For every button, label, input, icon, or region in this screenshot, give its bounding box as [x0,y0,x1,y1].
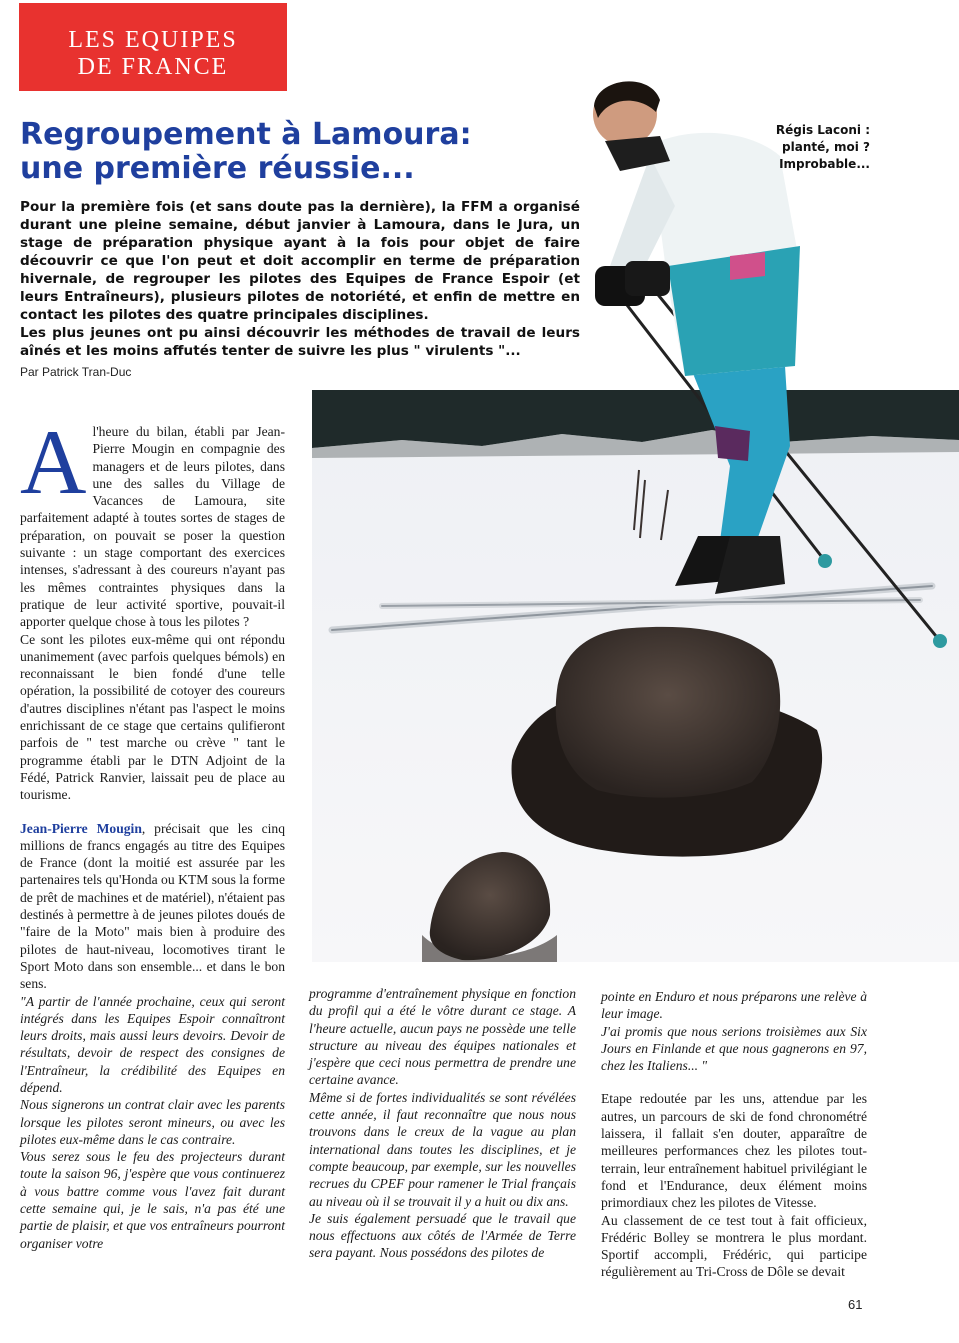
col1-p1-text: l'heure du bilan, établi par Jean-Pierre Mougin en compagnie des managers et de leurs pilotes, dans une des salles du Village de Vacances de Lamoura, site parfaitement adapté à toutes sortes de stages de préparation, on pouvait se poser la question suivante : un stage comportant des exercices intenses, s'adressant à des coureurs n'ayant pas les mêmes contraintes physiques dans la pratique de leur activité sportive, pouvait-il apporter quelque chose à tous les pilotes ? [20,424,285,630]
column-1 [20,411,285,1252]
col1-quote-3: Vous serez sous le feu des projecteurs durant toute la saison 96, j'espère que vous continuerez à vous battre comme vous l'avez fait durant cette semaine qui, je le sais, n'a pas été une partie de plaisir, et que vos entraîneurs pourront organiser votre [20,1149,285,1251]
col3-paragraph-1: Etape redoutée par les uns, attendue par les autres, un parcours de ski de fond chronométré laissera, il fallait s'en douter, apparaître de meilleures performances chez les pilotes tout-terrain, leur entraînement habituel privilégiant le fond et l'Endurance, deux élément moins primordiaux chez les pilotes de Vitesse. [601,1091,867,1211]
glove-2 [625,261,670,296]
article-headline [20,118,590,186]
col3-paragraph-2: Au classement de ce test tout à fait officieux, Frédéric Bolley se montrera le plus mordant. Sportif accompli, Frédéric, qui participe régulièrement au Tri-Cross de Dôle se devait [601,1212,867,1280]
page-number: 61 [848,1297,863,1312]
col1-quote-2: Nous signerons un contrat clair avec les parents lorsque les pilotes seront mineurs, ou avec les pilotes eux-même dans le cas contraire. [20,1097,285,1147]
col3-quote-2: J'ai promis que nous serions troisièmes aux Six Jours en Finlande et que nous gagnerons en 97, chez les Italiens... " [601,1023,867,1074]
col1-quote-1: "A partir de l'année prochaine, ceux qui seront intégrés dans les Equipes Espoir connaîtront leurs droits, mais aussi leurs devoirs. Devoir de résultats, devoir de respect des consignes de l'Entraîneur, la crédibilité des Equipes en dépend. [20,993,285,1095]
section-banner [19,3,287,91]
col2-paragraph-2: Même si de fortes individualités se sont révélées cette année, il faut reconnaître que nous nous trouvons dans le creux de la vague au plan international dans toutes les disciplines, et je compte beaucoup, par exemple, sur les nouvelles recrues du CPEF pour ramener le Trial français au niveau où il se trouvait il y a huit ou dix ans. [309,1089,576,1209]
photo-caption [770,122,870,173]
skier-figure [580,66,950,666]
col1-paragraph-2: Ce sont les pilotes eux-même qui ont répondu unanimement (avec parfois quelques bémols) en reconnaissant le bien fondé d'une telle opération, la possibilité de cotoyer des coureurs d'autres disciplines n'étant pas l'aspect le moins enrichissant de ce stage que certains qulifieront parfois de " test marche ou crève " tant le programme établi par le DTN Adjoint de la Fédé, Patrick Ranvier, laissait peu de place au tourisme. [20,631,285,803]
byline: Par Patrick Tran-Duc [20,365,132,379]
headline-line1: Regroupement à Lamoura: [20,117,472,152]
person-name-mougin: Jean-Pierre Mougin [20,820,142,836]
lead-paragraph-1: Pour la première fois (et sans doute pas la dernière), la FFM a organisé durant une pleine semaine, début janvier à Lamoura, dans le Jura, un stage de préparation physique ayant à la fois pour objet de faire découvrir ce que l'on peut et doit accomplir en terme de préparation hivernale, de regrouper les pilotes des Equipes de France Espoir (et leurs Entraîneurs), plusieurs pilotes de notoriété, et enfin de mettre en contact les pilotes des quatre principales disciplines. [20,199,580,323]
drop-cap: A [20,411,87,513]
jacket-pink-accent [730,252,765,280]
col2-paragraph-1: programme d'entraînement physique en fonction du profil qui a été le vôtre durant ce stage. A l'heure actuelle, aucun pays ne possède une telle structure au niveau des équipes nationales et j'espère que ceci nous permettra de prendre une certaine avance. [309,986,576,1088]
lead-paragraph-2: Les plus jeunes ont pu ainsi découvrir les méthodes de travail de leurs aînés et les moins affutés tenter de suivre les plus " virulents "... [20,325,580,359]
leg-stripe [715,426,750,461]
col3-quote-1: pointe en Enduro et nous préparons une relève à leur image. [601,989,867,1022]
article-lead [20,198,580,360]
col2-paragraph-3: Je suis également persuadé que le travail que nous effectuons aux côtés de l'Armée de Terre sera payant. Nous possédons des pilotes de [309,1210,576,1261]
caption-line1: Régis Laconi : [775,123,870,137]
caption-line2: planté, moi ? [782,140,870,154]
section-title-line1: LES EQUIPES [68,27,238,53]
column-2 [309,985,576,1262]
section-title-line2: DE FRANCE [77,54,229,80]
column-3 [601,988,867,1281]
caption-line3: Improbable... [779,157,870,171]
col1-p3-text: , précisait que les cinq millions de francs engagés au titre des Equipes de France (dont la moitié est assurée par les partenaires tels qu'Honda ou KTM sous la forme de prêt de machines et de matériel), n'étaient pas destinés à permettre à de jeunes pilotes doués de "faire de la Moto" mais bien à produire des pilotes de haut-niveau, locomotives tirant le Sport Moto dans son ensemble... et dans le bon sens. [20,820,285,992]
col1-paragraph-1 [20,411,285,631]
headline-line2: une première réussie... [20,151,415,186]
col1-paragraph-3 [20,820,285,993]
